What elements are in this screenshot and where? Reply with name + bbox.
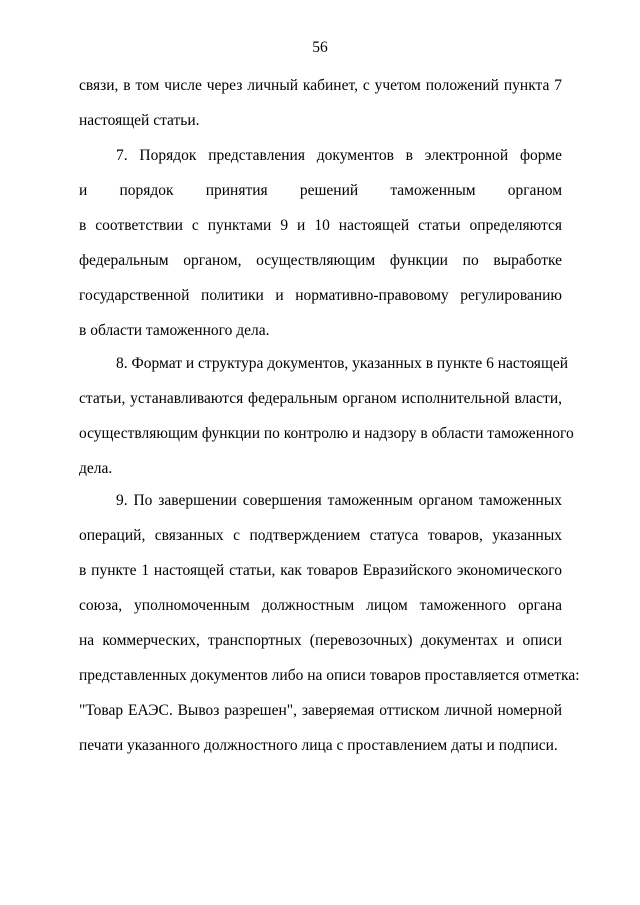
text-line: дела. — [79, 460, 113, 477]
text-line: настоящей статьи. — [79, 112, 200, 129]
page-number: 56 — [312, 39, 328, 56]
paragraph-9 — [79, 491, 580, 771]
text-line: в пункте 1 настоящей статьи, как товаров Евразийского экономического — [79, 562, 562, 579]
text-line: "Товар ЕАЭС. Вывоз разрешен", заверяемая оттиском личной номерной — [79, 702, 562, 719]
text-line: федеральным органом, осуществляющим функции по выработке — [79, 252, 562, 269]
paragraph-8 — [79, 354, 574, 494]
text-line: союза, уполномоченным должностным лицом таможенного органа — [79, 597, 562, 614]
text-line: государственной политики и нормативно-правовому регулированию — [79, 287, 562, 304]
text-line: 9. По завершении совершения таможенным органом таможенных — [116, 492, 562, 509]
text-line: в области таможенного дела. — [79, 322, 270, 339]
text-line: печати указанного должностного лица с проставлением даты и подписи. — [79, 737, 558, 754]
text-line: связи, в том числе через личный кабинет, с учетом положений пункта 7 — [79, 77, 562, 94]
paragraph-7 — [79, 146, 562, 356]
text-line: на коммерческих, транспортных (перевозочных) документах и описи — [79, 632, 562, 649]
text-line: операций, связанных с подтверждением статуса товаров, указанных — [79, 527, 562, 544]
text-line: и порядок принятия решений таможенным органом — [79, 182, 562, 199]
text-line: в соответствии с пунктами 9 и 10 настоящей статьи определяются — [79, 217, 562, 234]
text-line: 7. Порядок представления документов в электронной форме — [116, 147, 562, 164]
text-line: осуществляющим функции по контролю и надзору в области таможенного — [79, 425, 574, 442]
paragraph-continuation — [79, 76, 562, 146]
text-line: статьи, устанавливаются федеральным органом исполнительной власти, — [79, 390, 562, 407]
text-line: представленных документов либо на описи товаров проставляется отметка: — [79, 667, 580, 684]
text-line: 8. Формат и структура документов, указанных в пункте 6 настоящей — [116, 355, 569, 372]
